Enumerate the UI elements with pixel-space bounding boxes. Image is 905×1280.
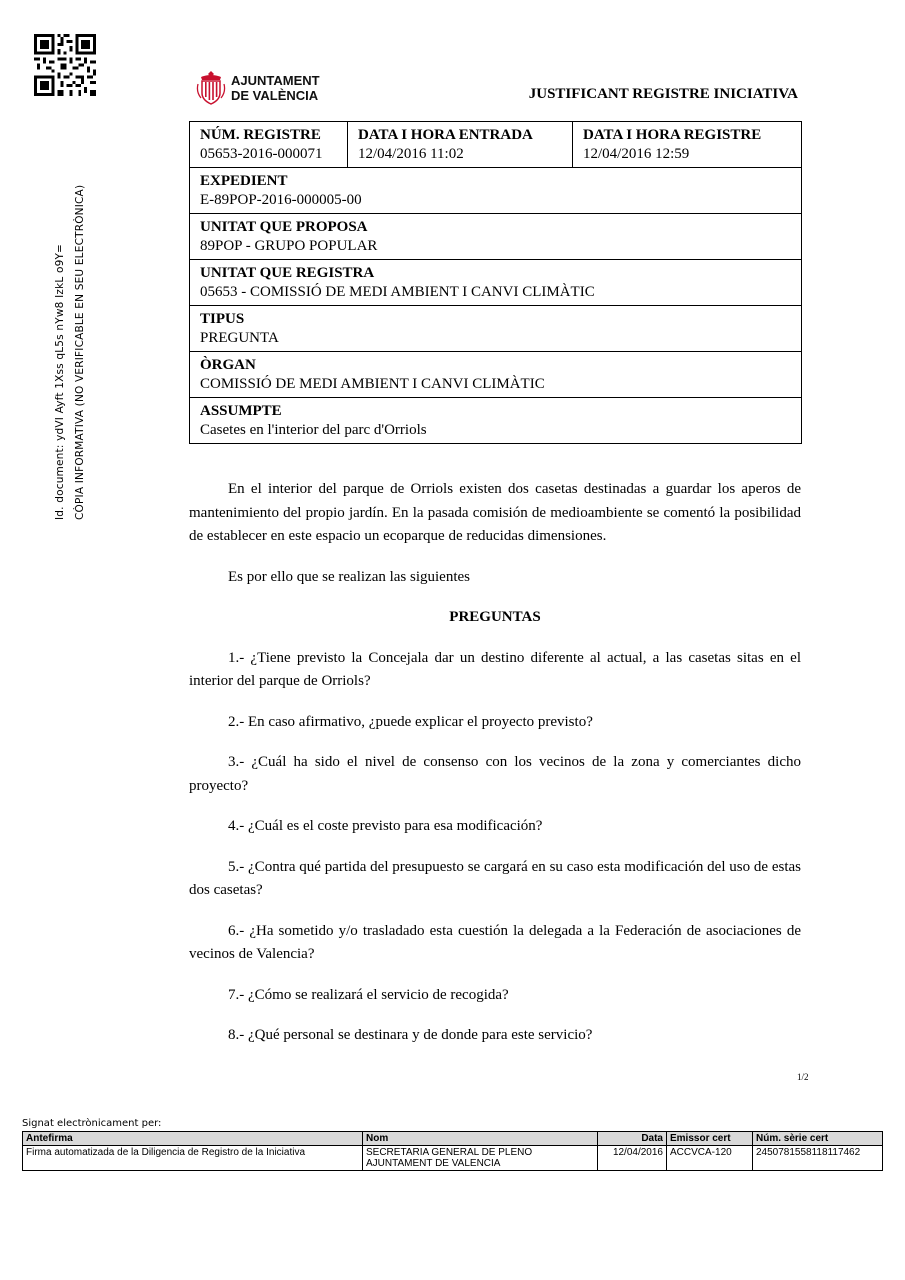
signature-header-row (23, 1132, 883, 1146)
tipus-value: PREGUNTA (200, 330, 279, 346)
num-registre-value: 05653-2016-000071 (200, 146, 323, 162)
emissor-value: ACCVCA-120 (667, 1146, 753, 1171)
data-entrada-value: 12/04/2016 11:02 (358, 146, 464, 162)
assumpte-cell (190, 398, 802, 444)
signature-label: Signat electrònicament per: (22, 1118, 162, 1129)
informative-copy-text: CÒPIA INFORMATIVA (NO VERIFICABLE EN SEU ELECTRÒNICA) (74, 184, 86, 520)
document-title: JUSTIFICANT REGISTRE INICIATIVA (528, 86, 798, 102)
data-entrada-label: DATA I HORA ENTRADA (358, 127, 533, 143)
nom-cell (363, 1146, 598, 1171)
nom-line-2: AJUNTAMENT DE VALENCIA (366, 1158, 501, 1169)
data-registre-value: 12/04/2016 12:59 (583, 146, 690, 162)
question-7: 7.- ¿Cómo se realizará el servicio de recogida? (228, 986, 509, 1003)
coat-of-arms-icon (196, 70, 226, 106)
registry-row-organ (190, 352, 802, 398)
antefirma-value: Firma automatizada de la Diligencia de Registro de la Iniciativa (23, 1146, 363, 1171)
emissor-header: Emissor cert (667, 1132, 753, 1146)
qr-code (34, 34, 96, 96)
registry-row-expedient (190, 168, 802, 214)
question-4: 4.- ¿Cuál es el coste previsto para esa modificación? (228, 818, 543, 834)
unitat-proposa-value: 89POP - GRUPO POPULAR (200, 238, 378, 254)
registry-row-tipus (190, 306, 802, 352)
unitat-proposa-label: UNITAT QUE PROPOSA (200, 219, 368, 235)
question-8: 8.- ¿Qué personal se destinara y de donde para este servicio? (228, 1027, 593, 1043)
intro-paragraph: En el interior del parque de Orriols existen dos casetas destinadas a guardar los aperos de mantenimiento del propio jardín. En la pasada comisión de medioambiente se comentó la posibilidad de establecer en este espacio un ecoparque de reducidas dimensiones. (189, 481, 801, 544)
assumpte-label: ASSUMPTE (200, 403, 282, 419)
signature-row (23, 1146, 883, 1171)
expedient-label: EXPEDIENT (200, 173, 288, 189)
question-2: 2.- En caso afirmativo, ¿puede explicar el proyecto previsto? (228, 713, 593, 730)
unitat-registra-value: 05653 - COMISSIÓ DE MEDI AMBIENT I CANVI CLIMÀTIC (200, 284, 595, 300)
organ-label: ÒRGAN (200, 357, 256, 373)
nom-line-1: SECRETARIA GENERAL DE PLENO (366, 1147, 533, 1158)
registry-table (189, 121, 802, 444)
unitat-proposa-cell (190, 214, 802, 260)
data-registre-label: DATA I HORA REGISTRE (583, 127, 762, 143)
serie-value: 2450781558118117462 (753, 1146, 883, 1171)
data-registre-cell (573, 122, 802, 168)
unitat-registra-cell (190, 260, 802, 306)
registry-row-unitat-registra (190, 260, 802, 306)
question-6: 6.- ¿Ha sometido y/o trasladado esta cuestión la delegada a la Federación de asociaciones de vecinos de Valencia? (189, 922, 801, 962)
organ-value: COMISSIÓ DE MEDI AMBIENT I CANVI CLIMÀTIC (200, 376, 545, 392)
organ-cell (190, 352, 802, 398)
lead-paragraph: Es por ello que se realizan las siguientes (228, 568, 471, 585)
question-3: 3.- ¿Cuál ha sido el nivel de consenso con los vecinos de la zona y comerciantes dicho proyecto? (189, 754, 801, 794)
page-number: 1/2 (797, 1072, 809, 1082)
tipus-cell (190, 306, 802, 352)
registry-row-assumpte (190, 398, 802, 444)
serie-header: Núm. sèrie cert (753, 1132, 883, 1146)
num-registre-label: NÚM. REGISTRE (200, 127, 321, 143)
assumpte-value: Casetes en l'interior del parc d'Orriols (200, 422, 427, 438)
city-council-logo (196, 70, 320, 106)
data-entrada-cell (348, 122, 573, 168)
document-id-text: Id. document: ydVI Ayft 1Xss qL5s nYw8 IzkL o9Y= (54, 243, 66, 520)
registry-row-unitat-proposa (190, 214, 802, 260)
document-body (189, 478, 801, 1065)
questions-heading: PREGUNTAS (449, 609, 541, 625)
expedient-value: E-89POP-2016-000005-00 (200, 192, 362, 208)
question-1: 1.- ¿Tiene previsto la Concejala dar un destino diferente al actual, a las casetas sitas en el interior del parque de Orriols? (189, 649, 801, 689)
unitat-registra-label: UNITAT QUE REGISTRA (200, 265, 375, 281)
signature-table (22, 1131, 883, 1171)
registry-row-header (190, 122, 802, 168)
nom-header: Nom (363, 1132, 598, 1146)
antefirma-header: Antefirma (23, 1132, 363, 1146)
tipus-label: TIPUS (200, 311, 245, 327)
data-value: 12/04/2016 (598, 1146, 667, 1171)
question-5: 5.- ¿Contra qué partida del presupuesto se cargará en su caso esta modificación del uso de estas dos casetas? (189, 858, 801, 898)
document-id-sidebar (50, 185, 90, 520)
logo-line-2: DE VALÈNCIA (231, 88, 319, 103)
num-registre-cell (190, 122, 348, 168)
expedient-cell (190, 168, 802, 214)
logo-line-1: AJUNTAMENT (231, 73, 320, 88)
data-header: Data (598, 1132, 667, 1146)
